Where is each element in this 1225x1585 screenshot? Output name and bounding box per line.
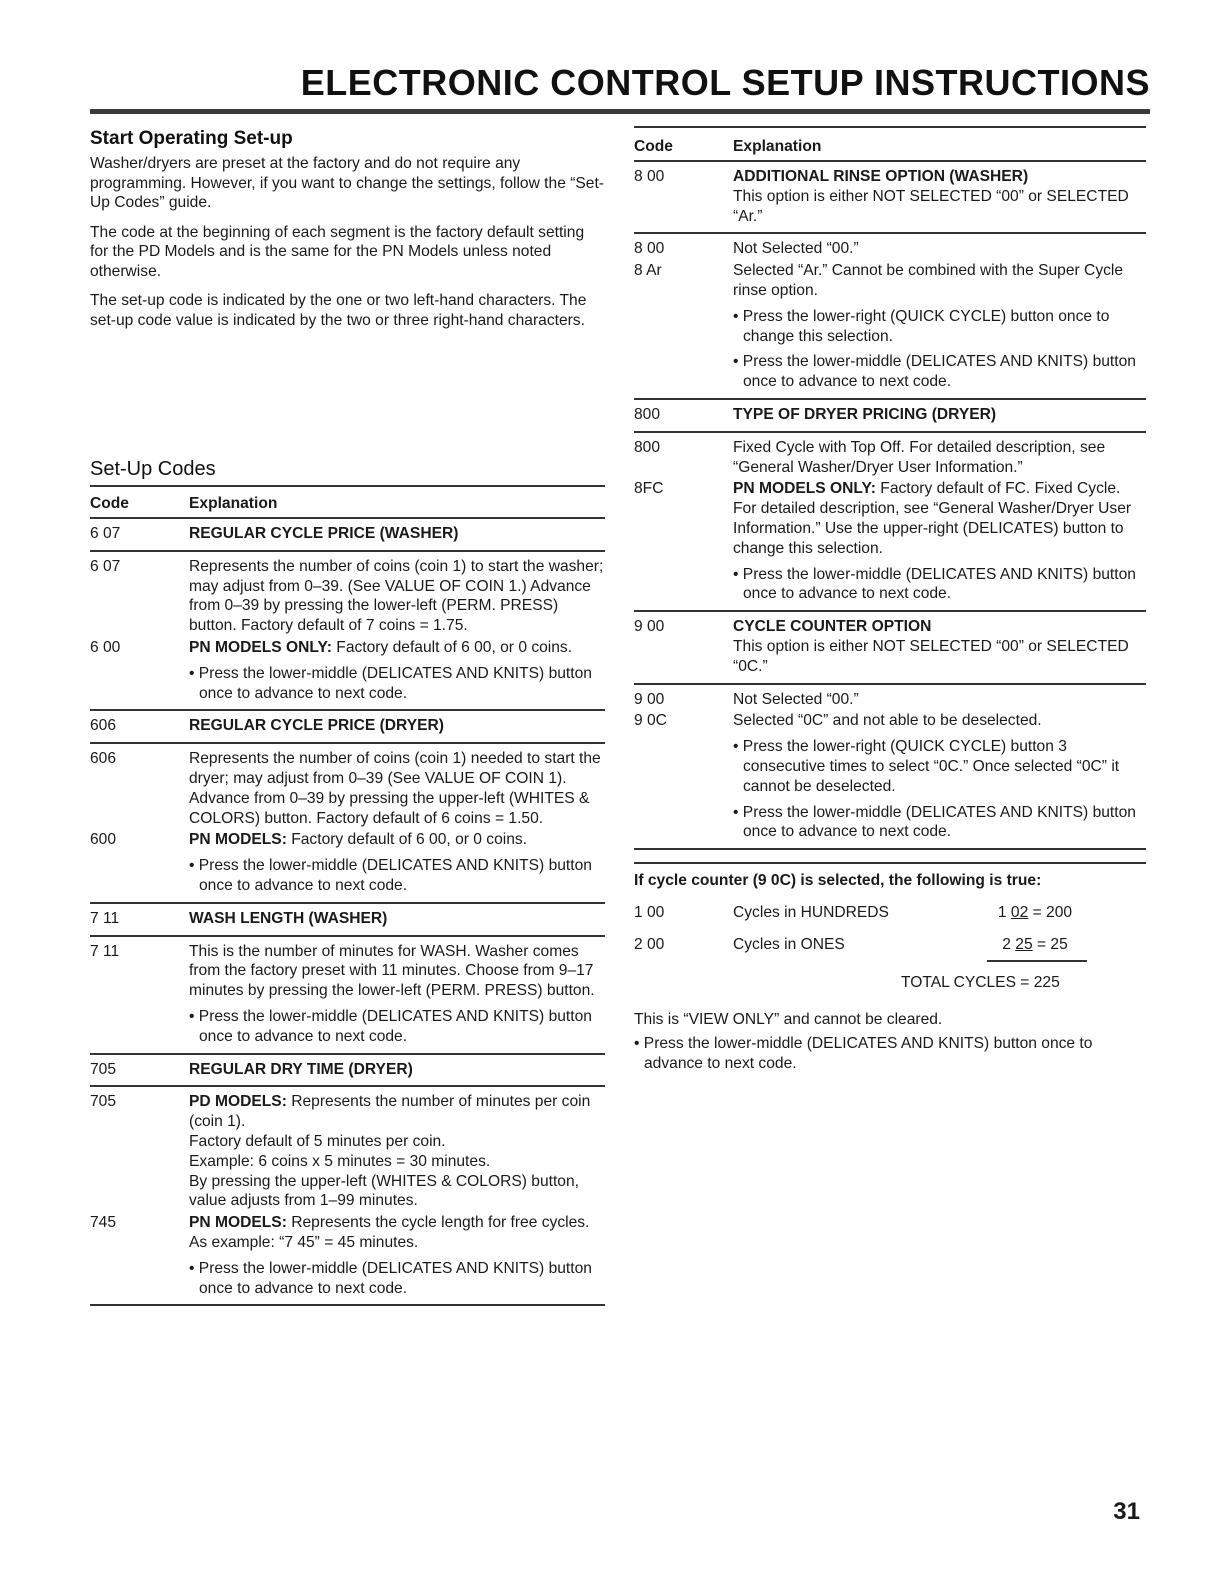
explanation-text [733,352,1146,392]
code-group-body [90,744,605,904]
explanation-text [189,856,605,896]
group-title-row [90,716,605,736]
code-value: 705 [90,1060,117,1078]
code-value: 800 [634,405,661,423]
explanation-line: Example: 6 coins x 5 minutes = 30 minutes. [189,1152,491,1170]
explanation-text [189,749,605,828]
explanation-text [733,261,1146,301]
group-title-row [90,1060,605,1080]
explanation-text [189,1092,605,1211]
explanation-body: Factory default of FC. Fixed Cycle. For detailed description, see “General Washer/Dryer User Information.” Use the upper-right (DELICATES) button to change this selection. [733,480,1132,557]
group-title-row [90,909,605,929]
left-column [90,126,605,1306]
group-explanation [733,405,1146,425]
title-rule [90,109,1150,114]
table-row [634,438,1146,478]
explanation-body: • Press the lower-middle (DELICATES AND KNITS) button once to advance to next code. [189,1259,592,1297]
group-explanation [189,909,605,929]
code-value: 2 00 [634,936,665,954]
code-value: 9 00 [634,618,665,636]
explanation-body: • Press the lower-middle (DELICATES AND KNITS) button once to advance to next code. [189,664,592,702]
explanation-body: • Press the lower-middle (DELICATES AND KNITS) button once to advance to next code. [733,353,1136,391]
explanation-text [189,942,605,1001]
page-number: 31 [1113,1498,1140,1525]
sum-rule [987,960,1087,962]
explanation-body: • Press the lower-middle (DELICATES AND KNITS) button once to advance to next code. [733,565,1136,603]
table-row [634,479,1146,558]
group-title-row [634,405,1146,425]
code-value: 7 11 [90,909,120,927]
code-group-body [90,937,605,1055]
code-value: 800 [634,438,661,456]
group-subtitle: This option is either NOT SELECTED “00” or SELECTED “0C.” [733,637,1129,675]
code-value: 8FC [634,480,664,498]
explanation-text [733,690,1146,710]
explanation-body: Fixed Cycle with Top Off. For detailed description, see “General Washer/Dryer User Information.” [733,438,1106,476]
setup-codes-heading: Set-Up Codes [90,458,605,487]
table-row [90,557,605,636]
counter-row [634,904,1146,922]
code-value: 705 [90,1093,117,1111]
code-value [90,852,189,896]
table-row [634,799,1146,843]
table-row [634,711,1146,731]
code-value: 600 [90,831,117,849]
explanation-body: Factory default of 6 00, or 0 coins. [331,638,573,656]
code-group [90,711,605,744]
explanation-body: This is the number of minutes for WASH. Washer comes from the factory preset with 11 minutes. Choose from 9–17 minutes by pressing the lower-left (PERM. PRESS) button. [189,942,595,1000]
group-explanation [189,716,605,736]
explanation-body: • Press the lower-middle (DELICATES AND KNITS) button once to advance to next code. [733,803,1136,841]
table-header [634,126,1146,162]
code-group [90,904,605,937]
table-row [90,852,605,896]
code-value [90,660,189,704]
code-group [634,162,1146,234]
code-header: Code [634,138,673,155]
group-title: TYPE OF DRYER PRICING (DRYER) [733,405,997,423]
code-value [634,348,733,392]
table-row [634,561,1146,605]
explanation-body: • Press the lower-right (QUICK CYCLE) button 3 consecutive times to select “0C.” Once selected “0C” it cannot be deselected. [733,738,1120,795]
explanation-line: Factory default of 5 minutes per coin. [189,1132,446,1150]
cycle-counter-heading: If cycle counter (9 0C) is selected, the following is true: [634,862,1146,890]
model-label: PD MODELS: [189,1093,287,1111]
code-group [90,1055,605,1088]
group-title: ADDITIONAL RINSE OPTION (WASHER) [733,168,1029,185]
intro-paragraph: Washer/dryers are preset at the factory and do not require any programming. However, if you want to change the settings, follow the “Set-Up Codes” guide. [90,155,604,211]
code-value: 606 [90,750,117,768]
model-label: PN MODELS: [189,1214,287,1232]
group-title-row [90,524,605,544]
counter-calculation [987,936,1083,954]
explanation-text [189,1213,605,1253]
code-value: 1 00 [634,904,665,922]
code-group [634,612,1146,684]
code-value [634,799,733,843]
table-row [634,348,1146,392]
table-row [634,239,1146,259]
explanation-body: Selected “0C” and not able to be deselected. [733,712,1042,730]
explanation-text [189,664,605,704]
code-value: 6 07 [90,557,121,575]
calc-digits: 25 [1015,936,1033,954]
right-code-groups [634,162,1146,850]
explanation-header: Explanation [733,138,822,155]
table-row [90,749,605,828]
start-heading: Start Operating Set-up [90,128,293,149]
intro-paragraph: The code at the beginning of each segment is the factory default setting for the PD Models and is the same for the PN Models unless noted otherwise. [90,223,585,280]
explanation-text [733,239,1146,259]
explanation-body: Not Selected “00.” [733,240,859,258]
explanation-body: Represents the number of minutes per coin (coin 1). [189,1093,591,1131]
table-row [634,690,1146,710]
table-row [634,261,1146,301]
code-value: 9 00 [634,690,665,708]
calc-result: = 200 [1028,904,1073,922]
table-row [634,303,1146,347]
table-row [90,638,605,658]
group-title-row [634,617,1146,676]
code-group [634,400,1146,433]
explanation-body: Represents the number of coins (coin 1) to start the washer; may adjust from 0–39. (See VALUE OF COIN 1.) Advance from 0–39 by pressing the lower-left (PERM. PRESS) button. Factory default of 7 coins = 1.75. [189,557,604,635]
counter-row [634,936,1146,954]
group-explanation [189,1060,605,1080]
explanation-text [733,737,1146,796]
code-group-body [90,1087,605,1306]
model-label: PN MODELS ONLY: [733,480,876,498]
intro-paragraph: The set-up code is indicated by the one or two left-hand characters. The set-up code value is indicated by the two or three right-hand characters. [90,292,587,329]
explanation-text [189,830,605,850]
table-row [90,942,605,1001]
explanation-text [189,1259,605,1299]
code-value [90,1255,189,1299]
code-value [90,1003,189,1047]
start-section [90,128,605,330]
code-group-body [634,433,1146,612]
explanation-body: Selected “Ar.” Cannot be combined with the Super Cycle rinse option. [733,262,1124,299]
calc-prefix: 1 [997,904,1011,922]
group-explanation [189,524,605,544]
explanation-text [189,1007,605,1047]
page-title: ELECTRONIC CONTROL SETUP INSTRUCTIONS [300,62,1150,103]
table-row [90,830,605,850]
explanation-body: • Press the lower-middle (DELICATES AND KNITS) button once to advance to next code. [189,857,592,894]
counter-description: Cycles in HUNDREDS [733,904,889,922]
explanation-text [733,803,1146,843]
code-value: 6 00 [90,638,121,656]
explanation-text [189,638,605,658]
explanation-text [733,307,1146,347]
code-value [634,733,733,796]
calc-prefix: 2 [1002,936,1016,954]
cycle-counter-rows [634,904,1146,954]
code-group-body [634,685,1146,851]
right-column [634,126,1146,1074]
explanation-body: Not Selected “00.” [733,690,859,708]
group-title: REGULAR CYCLE PRICE (WASHER) [189,525,459,542]
model-label: PN MODELS ONLY: [189,638,332,656]
explanation-header: Explanation [189,495,278,512]
advance-note: • Press the lower-middle (DELICATES AND KNITS) button once to advance to next code. [634,1035,1093,1073]
explanation-line: By pressing the upper-left (WHITES & COLORS) button, value adjusts from 1–99 minutes. [189,1172,579,1210]
group-title: REGULAR DRY TIME (DRYER) [189,1060,413,1078]
group-title: REGULAR CYCLE PRICE (DRYER) [189,717,444,735]
calc-digits: 02 [1010,904,1029,922]
table-row [634,733,1146,796]
view-only-note: This is “VIEW ONLY” and cannot be cleared. [634,1011,943,1029]
explanation-body: • Press the lower-middle (DELICATES AND KNITS) button once to advance to next code. [189,1007,592,1045]
code-group [90,519,605,552]
group-explanation [733,167,1146,226]
code-value: 8 00 [634,240,665,258]
code-value: 606 [90,717,117,735]
table-row [90,1092,605,1211]
group-title: WASH LENGTH (WASHER) [189,909,388,927]
explanation-text [189,557,605,636]
code-value: 745 [90,1214,117,1232]
table-header [90,487,605,519]
code-header: Code [90,495,129,512]
code-value: 7 11 [90,942,120,960]
calc-result: = 25 [1032,936,1068,954]
explanation-body: Represents the cycle length for free cycles. As example: “7 45” = 45 minutes. [189,1214,590,1251]
table-row [90,660,605,704]
explanation-body: Factory default of 6 00, or 0 coins. [286,831,528,849]
model-label: PN MODELS: [189,831,287,849]
explanation-body: Represents the number of coins (coin 1) needed to start the dryer; may adjust from 0–39 (See VALUE OF COIN 1). Advance from 0–39 by pressing the upper-left (WHITES & COLORS) button. Factory default of 6 coins = 1.50. [189,750,601,827]
group-title-row [634,167,1146,226]
explanation-text [733,479,1146,558]
group-explanation [733,617,1146,676]
total-cycles: TOTAL CYCLES = 225 [901,974,1060,992]
group-subtitle: This option is either NOT SELECTED “00” or SELECTED “Ar.” [733,187,1129,225]
explanation-text [733,565,1146,605]
explanation-body: • Press the lower-right (QUICK CYCLE) button once to change this selection. [733,307,1110,345]
code-group-body [90,552,605,712]
table-row [90,1213,605,1253]
explanation-text [733,438,1146,478]
code-value [634,303,733,347]
code-group-body [634,234,1146,400]
group-title: CYCLE COUNTER OPTION [733,618,932,636]
code-value: 6 07 [90,525,121,542]
left-code-groups [90,519,605,1306]
table-row [90,1255,605,1299]
counter-calculation [987,904,1083,922]
code-value: 8 Ar [634,262,662,280]
counter-description: Cycles in ONES [733,936,845,954]
code-value [634,561,733,605]
table-row [90,1003,605,1047]
explanation-text [733,711,1146,731]
code-value: 8 00 [634,168,665,185]
code-value: 9 0C [634,712,667,730]
